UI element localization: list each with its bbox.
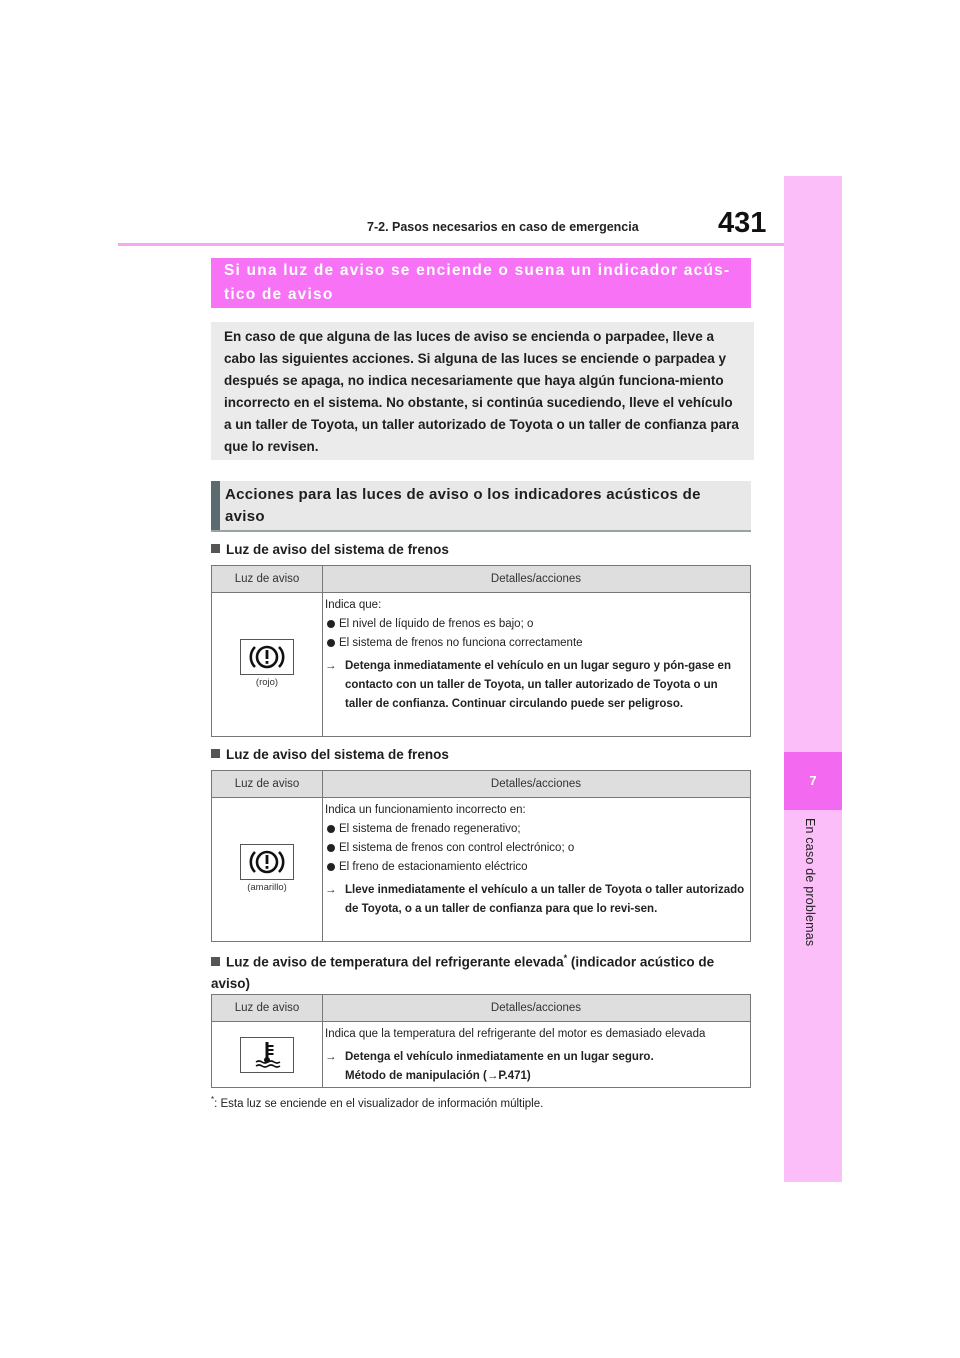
heading-rule [211, 530, 751, 532]
subsection-heading: Luz de aviso de temperatura del refrigerante elevada* (indicador acústico de aviso) [211, 953, 715, 991]
intro-text: En caso de que alguna de las luces de aviso se encienda o parpadee, lleve a cabo las siguientes acciones. Si alguna de las luces se enciende o parpadea y después se apaga, no indica necesariamente que haya algún funciona-miento incorrecto en el sistema. No obstante, si continúa sucediendo, lleve el vehículo a un taller de Toyota, un taller autorizado de Toyota o un taller de confianza para que lo revisen. [224, 329, 739, 454]
side-tab [784, 176, 842, 1182]
square-bullet-icon [211, 749, 220, 758]
header-details: Detalles/acciones [490, 778, 582, 790]
list-item: El sistema de frenado regenerativo; [325, 820, 745, 839]
list-item: El sistema de frenos no funciona correctamente [325, 634, 745, 653]
arrow-icon: → [325, 1051, 337, 1063]
warning-heading-box [211, 258, 751, 308]
header-warning-light: Luz de aviso [234, 1002, 300, 1014]
chapter-number: 7 [809, 773, 817, 788]
page-number: 431 [718, 207, 767, 239]
warning-table [211, 565, 751, 737]
icon-color-label: (rojo) [255, 677, 279, 688]
section-title: 7-2. Pasos necesarios en caso de emergencia [367, 220, 639, 234]
details-intro: Indica que: [325, 599, 382, 611]
details-cell [325, 596, 745, 714]
details-intro: Indica un funcionamiento incorrecto en: [325, 804, 526, 816]
header-details: Detalles/acciones [490, 1002, 582, 1014]
square-bullet-icon [211, 957, 220, 966]
action-text: → Detenga inmediatamente el vehículo en un lugar seguro y pón-gase en contacto con un taller de Toyota, un taller autorizado de Toyota o un taller de confianza. Continuar circulando puede ser peligroso. [325, 657, 745, 714]
header-warning-light: Luz de aviso [234, 573, 300, 585]
warning-table [211, 994, 751, 1088]
subsection-heading: Luz de aviso del sistema de frenos [211, 744, 449, 765]
page-reference-link[interactable]: P.471) [498, 1070, 531, 1082]
coolant-temperature-icon [240, 1037, 294, 1073]
chapter-label: En caso de problemas [803, 818, 817, 947]
header-rule [118, 243, 784, 246]
details-cell [325, 1025, 750, 1086]
details-cell [325, 801, 745, 919]
subsection-heading: Luz de aviso del sistema de frenos [211, 539, 449, 560]
arrow-icon: → [325, 660, 337, 672]
table-header-row [212, 771, 750, 798]
list-item: El nivel de líquido de frenos es bajo; o [325, 615, 745, 634]
list-item: El sistema de frenos con control electrónico; o [325, 839, 745, 858]
table-header-row [212, 566, 750, 593]
brake-warning-icon [240, 844, 294, 880]
square-bullet-icon [211, 544, 220, 553]
warning-table [211, 770, 751, 942]
brake-warning-icon [240, 639, 294, 675]
chapter-tab[interactable] [784, 752, 842, 810]
list-item: El freno de estacionamiento eléctrico [325, 858, 745, 877]
action-text: → Lleve inmediatamente el vehículo a un taller de Toyota o taller autorizado de Toyota, o a un taller de confianza para que lo revi-sen. [325, 881, 745, 919]
table-header-row [212, 995, 750, 1022]
header-warning-light: Luz de aviso [234, 778, 300, 790]
header-details: Detalles/acciones [490, 573, 582, 585]
arrow-icon: → [486, 1070, 499, 1082]
intro-box [211, 322, 754, 460]
actions-heading: Acciones para las luces de aviso o los indicadores acústicos de aviso [225, 486, 701, 525]
action-text: → Detenga el vehículo inmediatamente en un lugar seguro. Método de manipulación (→P.471) [325, 1048, 750, 1086]
icon-color-label: (amarillo) [247, 882, 287, 893]
footnote: *: Esta luz se enciende en el visualizador de información múltiple. [211, 1095, 544, 1110]
details-intro: Indica que la temperatura del refrigerante del motor es demasiado elevada [325, 1028, 706, 1040]
warning-heading: Si una luz de aviso se enciende o suena un indicador acús-tico de aviso [224, 262, 731, 303]
arrow-icon: → [325, 884, 337, 896]
heading-accent-bar [211, 481, 220, 530]
